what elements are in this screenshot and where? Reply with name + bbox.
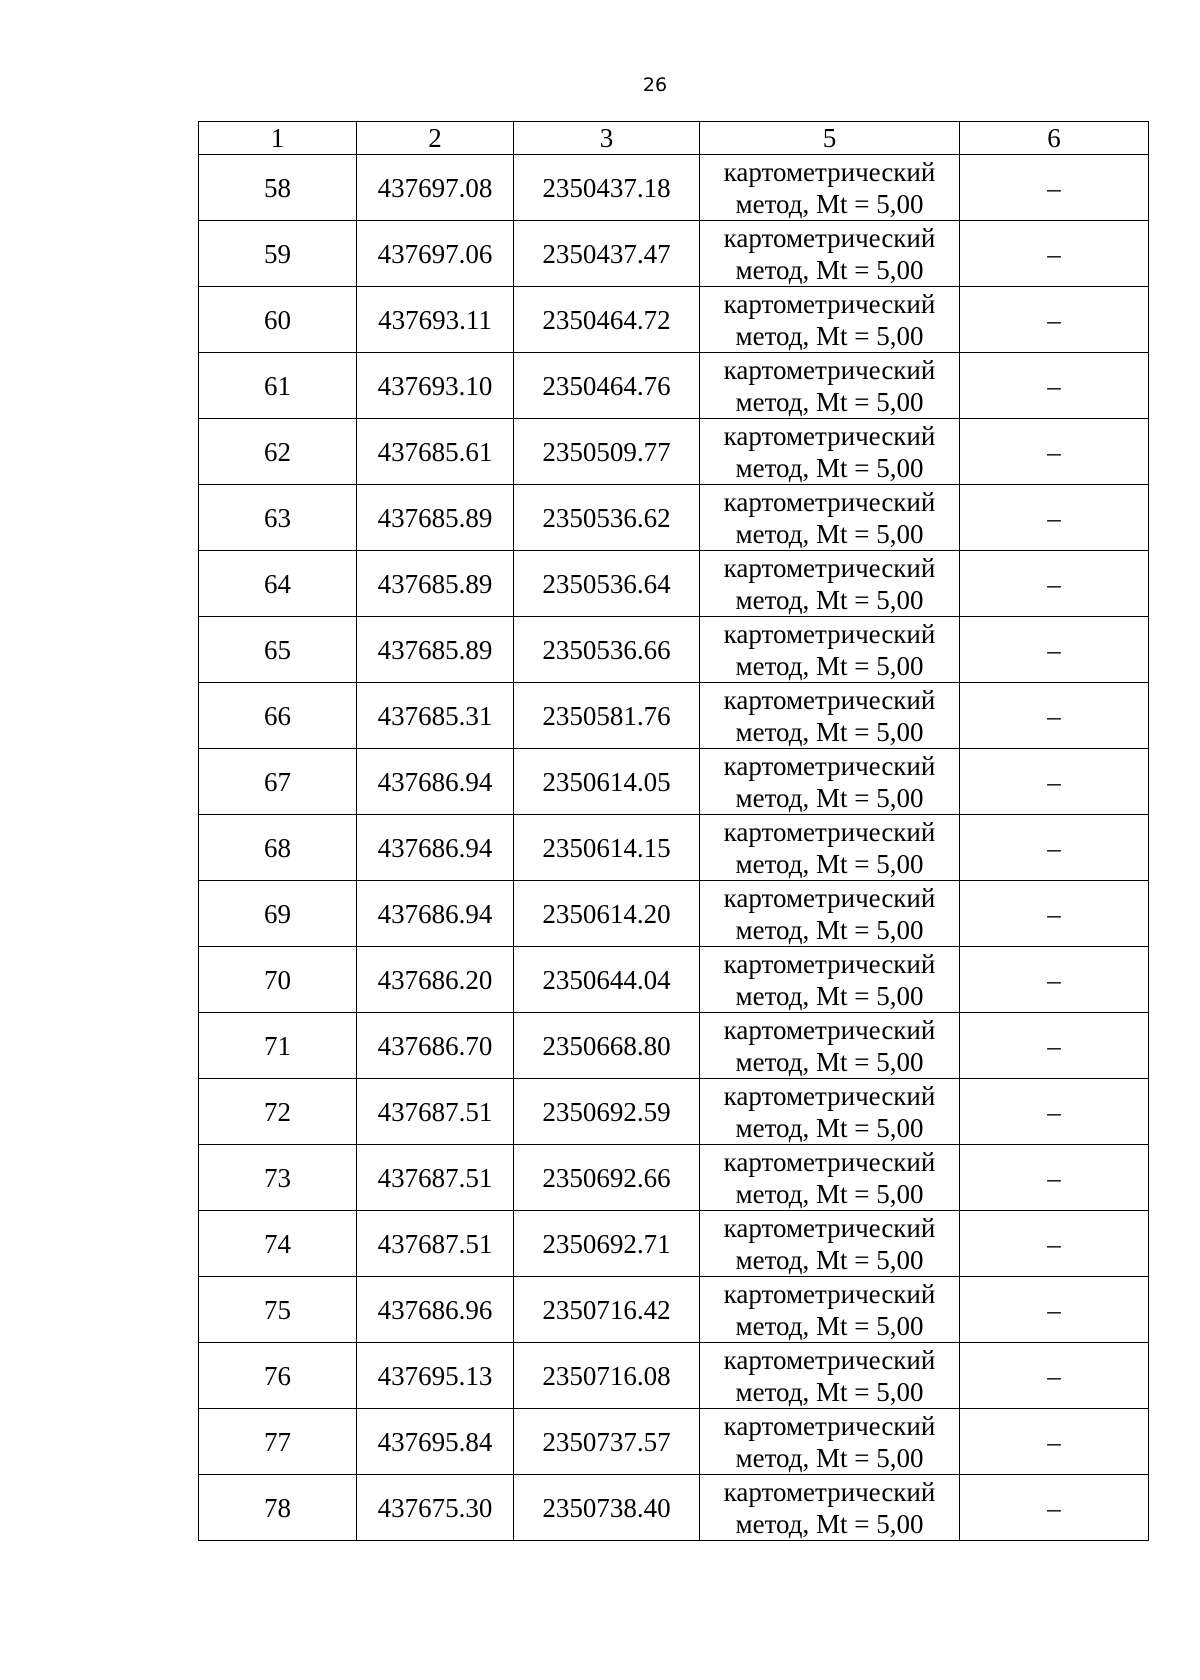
table-row xyxy=(199,1211,1149,1277)
method-line-1: картометрический xyxy=(723,750,936,781)
note-cell: – xyxy=(960,419,1149,485)
note-cell: – xyxy=(960,155,1149,221)
method-cell xyxy=(700,881,960,947)
table-row xyxy=(199,1343,1149,1409)
method-line-1: картометрический xyxy=(723,948,936,979)
note-cell: – xyxy=(960,749,1149,815)
method-line-2: метод, Mt = 5,00 xyxy=(735,980,924,1011)
column-header: 5 xyxy=(700,122,960,155)
table-row xyxy=(199,155,1149,221)
y-coordinate-cell: 2350668.80 xyxy=(514,1013,700,1079)
column-header: 6 xyxy=(960,122,1149,155)
method-line-1: картометрический xyxy=(723,1410,936,1441)
table-row xyxy=(199,683,1149,749)
method-cell xyxy=(700,1079,960,1145)
y-coordinate-cell: 2350509.77 xyxy=(514,419,700,485)
table-row xyxy=(199,1475,1149,1541)
method-line-1: картометрический xyxy=(723,1146,936,1177)
method-cell xyxy=(700,1475,960,1541)
method-line-1: картометрический xyxy=(723,1014,936,1045)
x-coordinate-cell: 437686.94 xyxy=(357,881,514,947)
method-line-1: картометрический xyxy=(723,1080,936,1111)
y-coordinate-cell: 2350437.47 xyxy=(514,221,700,287)
method-line-2: метод, Mt = 5,00 xyxy=(735,254,924,285)
method-line-2: метод, Mt = 5,00 xyxy=(735,1310,924,1341)
x-coordinate-cell: 437685.61 xyxy=(357,419,514,485)
method-line-2: метод, Mt = 5,00 xyxy=(735,914,924,945)
note-cell: – xyxy=(960,617,1149,683)
table-row xyxy=(199,815,1149,881)
x-coordinate-cell: 437695.84 xyxy=(357,1409,514,1475)
x-coordinate-cell: 437687.51 xyxy=(357,1079,514,1145)
point-number-cell: 61 xyxy=(199,353,357,419)
method-line-1: картометрический xyxy=(723,684,936,715)
point-number-cell: 73 xyxy=(199,1145,357,1211)
x-coordinate-cell: 437695.13 xyxy=(357,1343,514,1409)
x-coordinate-cell: 437685.89 xyxy=(357,617,514,683)
x-coordinate-cell: 437693.11 xyxy=(357,287,514,353)
y-coordinate-cell: 2350464.76 xyxy=(514,353,700,419)
method-line-2: метод, Mt = 5,00 xyxy=(735,1112,924,1143)
method-line-1: картометрический xyxy=(723,618,936,649)
note-cell: – xyxy=(960,287,1149,353)
y-coordinate-cell: 2350614.20 xyxy=(514,881,700,947)
note-cell: – xyxy=(960,1409,1149,1475)
note-cell: – xyxy=(960,1013,1149,1079)
point-number-cell: 75 xyxy=(199,1277,357,1343)
table-row xyxy=(199,617,1149,683)
method-line-1: картометрический xyxy=(723,552,936,583)
table-row xyxy=(199,1145,1149,1211)
point-number-cell: 66 xyxy=(199,683,357,749)
note-cell: – xyxy=(960,947,1149,1013)
method-line-2: метод, Mt = 5,00 xyxy=(735,386,924,417)
note-cell: – xyxy=(960,683,1149,749)
point-number-cell: 72 xyxy=(199,1079,357,1145)
method-cell xyxy=(700,749,960,815)
point-number-cell: 78 xyxy=(199,1475,357,1541)
method-line-1: картометрический xyxy=(723,1344,936,1375)
x-coordinate-cell: 437685.89 xyxy=(357,551,514,617)
method-line-2: метод, Mt = 5,00 xyxy=(735,1376,924,1407)
table-row xyxy=(199,551,1149,617)
table-row xyxy=(199,881,1149,947)
y-coordinate-cell: 2350581.76 xyxy=(514,683,700,749)
y-coordinate-cell: 2350716.42 xyxy=(514,1277,700,1343)
note-cell: – xyxy=(960,1211,1149,1277)
y-coordinate-cell: 2350614.15 xyxy=(514,815,700,881)
table-row xyxy=(199,947,1149,1013)
method-line-2: метод, Mt = 5,00 xyxy=(735,848,924,879)
method-cell xyxy=(700,353,960,419)
method-cell xyxy=(700,419,960,485)
note-cell: – xyxy=(960,1277,1149,1343)
method-line-1: картометрический xyxy=(723,816,936,847)
method-line-2: метод, Mt = 5,00 xyxy=(735,584,924,615)
y-coordinate-cell: 2350692.71 xyxy=(514,1211,700,1277)
x-coordinate-cell: 437686.70 xyxy=(357,1013,514,1079)
table-row xyxy=(199,1013,1149,1079)
table-row xyxy=(199,1277,1149,1343)
x-coordinate-cell: 437687.51 xyxy=(357,1145,514,1211)
x-coordinate-cell: 437686.94 xyxy=(357,749,514,815)
note-cell: – xyxy=(960,815,1149,881)
table-row xyxy=(199,287,1149,353)
method-line-2: метод, Mt = 5,00 xyxy=(735,782,924,813)
point-number-cell: 58 xyxy=(199,155,357,221)
point-number-cell: 64 xyxy=(199,551,357,617)
note-cell: – xyxy=(960,353,1149,419)
method-cell xyxy=(700,1409,960,1475)
method-line-2: метод, Mt = 5,00 xyxy=(735,452,924,483)
method-line-1: картометрический xyxy=(723,486,936,517)
method-line-2: метод, Mt = 5,00 xyxy=(735,188,924,219)
y-coordinate-cell: 2350614.05 xyxy=(514,749,700,815)
point-number-cell: 69 xyxy=(199,881,357,947)
table-row xyxy=(199,419,1149,485)
note-cell: – xyxy=(960,1475,1149,1541)
method-line-1: картометрический xyxy=(723,354,936,385)
y-coordinate-cell: 2350716.08 xyxy=(514,1343,700,1409)
table-row xyxy=(199,485,1149,551)
table-row xyxy=(199,1409,1149,1475)
method-line-2: метод, Mt = 5,00 xyxy=(735,518,924,549)
point-number-cell: 71 xyxy=(199,1013,357,1079)
method-line-1: картометрический xyxy=(723,1476,936,1507)
y-coordinate-cell: 2350692.66 xyxy=(514,1145,700,1211)
point-number-cell: 77 xyxy=(199,1409,357,1475)
y-coordinate-cell: 2350536.64 xyxy=(514,551,700,617)
method-line-2: метод, Mt = 5,00 xyxy=(735,650,924,681)
method-line-1: картометрический xyxy=(723,420,936,451)
method-cell xyxy=(700,1013,960,1079)
method-cell xyxy=(700,155,960,221)
method-cell xyxy=(700,1277,960,1343)
method-line-2: метод, Mt = 5,00 xyxy=(735,1508,924,1539)
method-cell xyxy=(700,221,960,287)
x-coordinate-cell: 437675.30 xyxy=(357,1475,514,1541)
column-header: 3 xyxy=(514,122,700,155)
method-line-2: метод, Mt = 5,00 xyxy=(735,716,924,747)
method-cell xyxy=(700,551,960,617)
y-coordinate-cell: 2350464.72 xyxy=(514,287,700,353)
method-cell xyxy=(700,485,960,551)
method-line-2: метод, Mt = 5,00 xyxy=(735,1046,924,1077)
y-coordinate-cell: 2350692.59 xyxy=(514,1079,700,1145)
method-line-1: картометрический xyxy=(723,288,936,319)
table-row xyxy=(199,1079,1149,1145)
x-coordinate-cell: 437686.20 xyxy=(357,947,514,1013)
y-coordinate-cell: 2350536.66 xyxy=(514,617,700,683)
point-number-cell: 70 xyxy=(199,947,357,1013)
column-header: 1 xyxy=(199,122,357,155)
note-cell: – xyxy=(960,221,1149,287)
y-coordinate-cell: 2350536.62 xyxy=(514,485,700,551)
header-row xyxy=(199,122,1149,155)
method-cell xyxy=(700,1211,960,1277)
table-row xyxy=(199,749,1149,815)
y-coordinate-cell: 2350644.04 xyxy=(514,947,700,1013)
coordinates-table xyxy=(198,121,1149,1541)
x-coordinate-cell: 437686.94 xyxy=(357,815,514,881)
point-number-cell: 60 xyxy=(199,287,357,353)
method-cell xyxy=(700,1145,960,1211)
point-number-cell: 65 xyxy=(199,617,357,683)
y-coordinate-cell: 2350738.40 xyxy=(514,1475,700,1541)
table-body xyxy=(199,122,1149,1541)
x-coordinate-cell: 437697.08 xyxy=(357,155,514,221)
method-line-1: картометрический xyxy=(723,882,936,913)
method-cell xyxy=(700,947,960,1013)
method-line-1: картометрический xyxy=(723,1278,936,1309)
point-number-cell: 59 xyxy=(199,221,357,287)
point-number-cell: 76 xyxy=(199,1343,357,1409)
x-coordinate-cell: 437697.06 xyxy=(357,221,514,287)
column-header: 2 xyxy=(357,122,514,155)
x-coordinate-cell: 437693.10 xyxy=(357,353,514,419)
method-cell xyxy=(700,1343,960,1409)
x-coordinate-cell: 437685.89 xyxy=(357,485,514,551)
method-line-1: картометрический xyxy=(723,222,936,253)
point-number-cell: 74 xyxy=(199,1211,357,1277)
table-row xyxy=(199,353,1149,419)
x-coordinate-cell: 437687.51 xyxy=(357,1211,514,1277)
y-coordinate-cell: 2350737.57 xyxy=(514,1409,700,1475)
method-cell xyxy=(700,683,960,749)
method-line-2: метод, Mt = 5,00 xyxy=(735,1244,924,1275)
method-cell xyxy=(700,287,960,353)
point-number-cell: 67 xyxy=(199,749,357,815)
y-coordinate-cell: 2350437.18 xyxy=(514,155,700,221)
note-cell: – xyxy=(960,1343,1149,1409)
x-coordinate-cell: 437685.31 xyxy=(357,683,514,749)
method-line-1: картометрический xyxy=(723,156,936,187)
method-cell xyxy=(700,815,960,881)
note-cell: – xyxy=(960,551,1149,617)
method-line-2: метод, Mt = 5,00 xyxy=(735,1442,924,1473)
table-row xyxy=(199,221,1149,287)
x-coordinate-cell: 437686.96 xyxy=(357,1277,514,1343)
point-number-cell: 62 xyxy=(199,419,357,485)
method-line-2: метод, Mt = 5,00 xyxy=(735,1178,924,1209)
point-number-cell: 68 xyxy=(199,815,357,881)
method-line-1: картометрический xyxy=(723,1212,936,1243)
note-cell: – xyxy=(960,1145,1149,1211)
page-number: 26 xyxy=(642,74,668,96)
method-cell xyxy=(700,617,960,683)
point-number-cell: 63 xyxy=(199,485,357,551)
note-cell: – xyxy=(960,1079,1149,1145)
method-line-2: метод, Mt = 5,00 xyxy=(735,320,924,351)
note-cell: – xyxy=(960,485,1149,551)
note-cell: – xyxy=(960,881,1149,947)
